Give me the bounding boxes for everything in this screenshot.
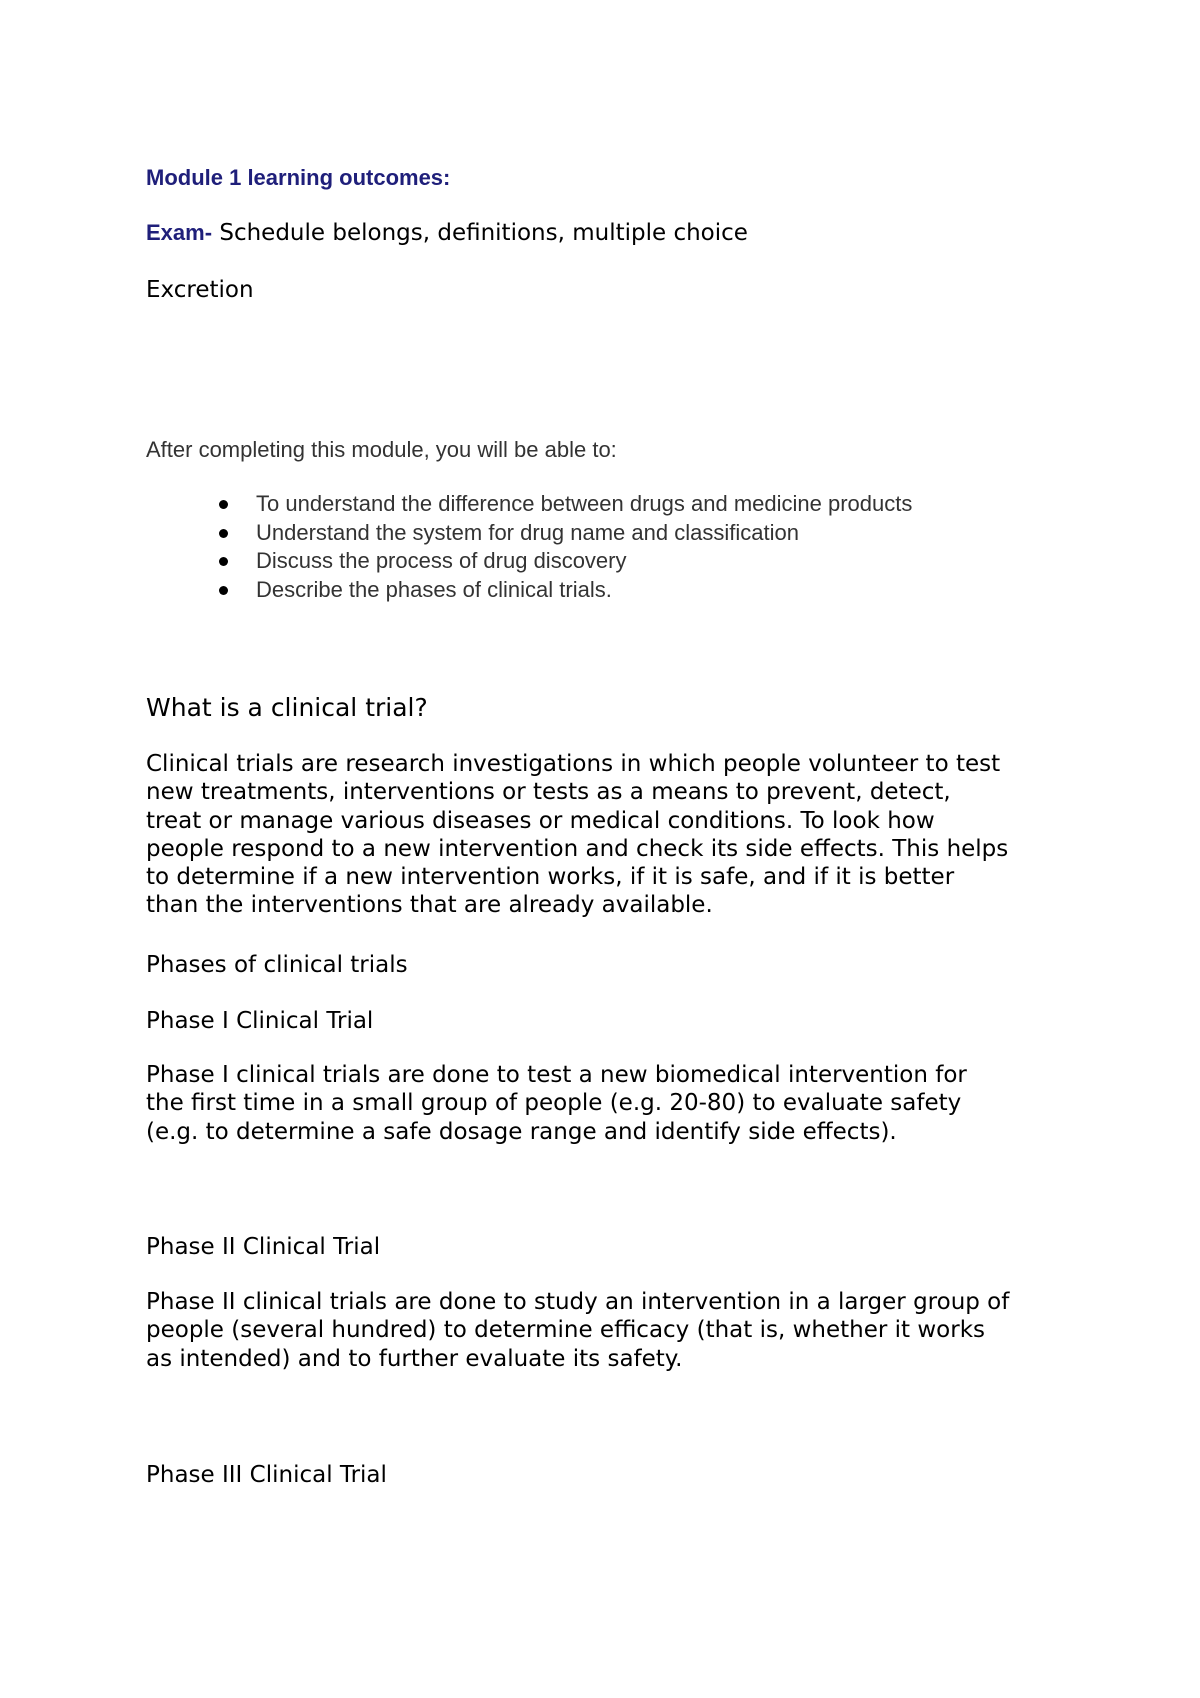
paragraph-line: people (several hundred) to determine efficacy (that is, whether it works (146, 1317, 986, 1344)
paragraph-line: to determine if a new intervention works, if it is safe, and if it is better (146, 864, 955, 891)
list-item (146, 576, 912, 605)
paragraph-line: people respond to a new intervention and check its side effects. This helps (146, 835, 1009, 862)
paragraph-line: Clinical trials are research investigations in which people volunteer to test (146, 751, 1001, 777)
list-item (146, 519, 912, 548)
paragraph-line: than the interventions that are already available. (146, 892, 713, 919)
clinical-trial-paragraph (146, 750, 1008, 920)
paragraph-line: Phase I clinical trials are done to test a new biomedical intervention for (146, 1062, 967, 1088)
phase1-paragraph (146, 1061, 967, 1146)
bullet-icon (219, 557, 228, 566)
paragraph-line: (e.g. to determine a safe dosage range and identify side effects). (146, 1118, 897, 1145)
bullet-icon (219, 586, 228, 595)
phase1-heading: Phase I Clinical Trial (146, 1008, 374, 1034)
list-item (146, 547, 912, 576)
exam-line (146, 218, 748, 248)
paragraph-line: the first time in a small group of people (e.g. 20-80) to evaluate safety (146, 1090, 962, 1117)
list-item (146, 490, 912, 519)
outcome-text: Discuss the process of drug discovery (256, 548, 627, 573)
outcomes-intro: After completing this module, you will be able to: (146, 437, 617, 462)
outcome-text: To understand the difference between drugs and medicine products (256, 491, 913, 516)
paragraph-line: new treatments, interventions or tests as a means to prevent, detect, (146, 779, 951, 806)
bullet-icon (219, 500, 228, 509)
paragraph-line: treat or manage various diseases or medical conditions. To look how (146, 807, 935, 834)
exam-text: Schedule belongs, definitions, multiple choice (212, 220, 748, 246)
paragraph-line: Phase II clinical trials are done to study an intervention in a larger group of (146, 1289, 1010, 1315)
phases-heading: Phases of clinical trials (146, 952, 408, 978)
paragraph-line: as intended) and to further evaluate its safety. (146, 1345, 683, 1372)
phase2-heading: Phase II Clinical Trial (146, 1234, 381, 1260)
exam-label: Exam- (146, 220, 213, 245)
outcome-text: Describe the phases of clinical trials. (256, 576, 612, 602)
module-heading: Module 1 learning outcomes: (146, 165, 451, 190)
bullet-icon (219, 529, 228, 538)
clinical-trial-heading: What is a clinical trial? (146, 693, 428, 722)
phase3-heading: Phase III Clinical Trial (146, 1462, 387, 1488)
outcomes-list (146, 490, 912, 604)
outcome-text: Understand the system for drug name and classification (256, 519, 799, 545)
phase2-paragraph (146, 1288, 1009, 1373)
excretion-label: Excretion (146, 277, 254, 303)
